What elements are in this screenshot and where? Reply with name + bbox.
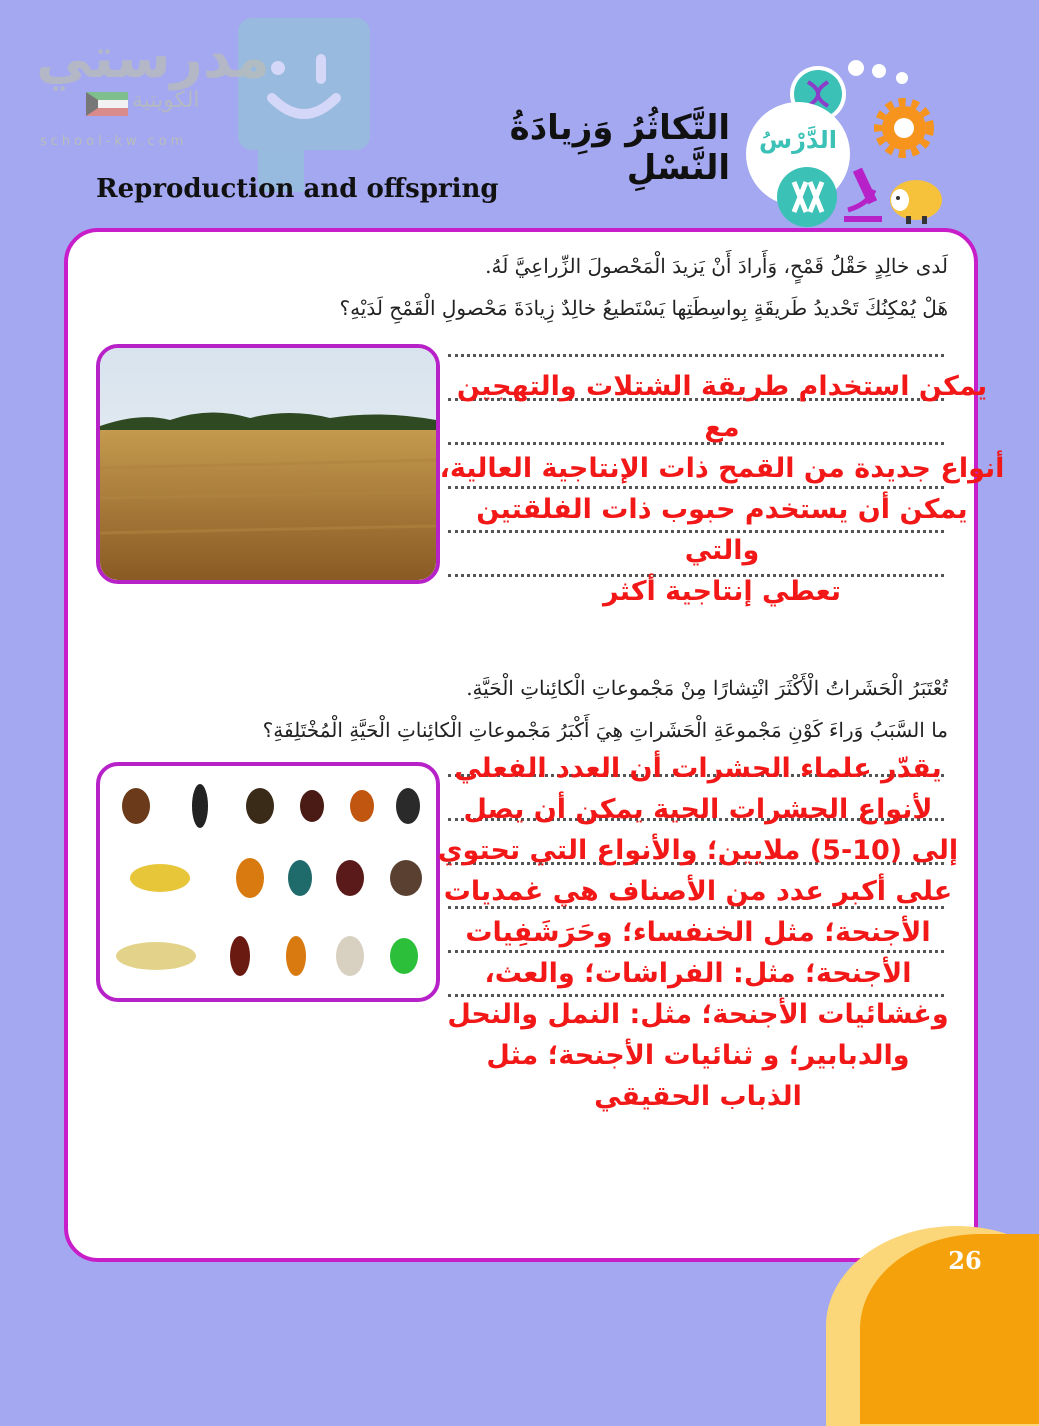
sheep-icon — [884, 176, 944, 224]
kuwait-flag-icon — [86, 92, 128, 116]
chromosome-icon — [776, 166, 838, 228]
page-number: 26 — [948, 1246, 982, 1275]
question1-line1: لَدى خالِدٍ حَقْلُ قَمْحٍ، وَأَرادَ أَنْ يَزيدَ الْمَحْصولَ الزِّراعِيَّ لَهُ. — [485, 254, 948, 278]
answer2-line: الذباب الحقيقي — [594, 1081, 802, 1113]
bubble-dot — [896, 72, 908, 84]
lesson-badge-label: الدَّرْسُ — [758, 126, 838, 154]
watermark-url: school-kw.com — [40, 134, 188, 149]
answer2 — [428, 748, 968, 1117]
answer2-line: يقدّر علماء الحشرات أن العدد الفعلي — [454, 753, 942, 784]
watermark-subtitle: الكويتية — [132, 88, 200, 113]
question2-line1: تُعْتَبَرُ الْحَشَراتُ الْأَكْثَرَ انْتِشارًا مِنْ مَجْموعاتِ الْكائِناتِ الْحَيَّةِ. — [466, 676, 948, 700]
answer2-line: على أكبر عدد من الأصناف هي غمديات — [443, 876, 953, 908]
question1-line2: هَلْ يُمْكِنُكَ تَحْديدُ طَريقَةٍ بِواسِطَتِها يَسْتَطيعُ خالِدٌ زِيادَةَ مَحْصولِ الْقَمْحِ لَدَيْهِ؟ — [339, 296, 948, 320]
insects-grid-icon — [100, 766, 436, 998]
bubble-dot — [848, 60, 864, 76]
question2-line2: ما السَّبَبُ وَراءَ كَوْنِ مَجْموعَةِ الْحَشَراتِ هِيَ أَكْبَرُ مَجْموعاتِ الْكائِناتِ الْحَيَّةِ الْمُخْتَلِفَةِ؟ — [262, 718, 948, 742]
gear-icon — [872, 96, 936, 160]
insects-image — [96, 762, 440, 1002]
wheat-field-icon — [100, 348, 436, 580]
answer-line — [448, 354, 944, 357]
answer2-line: الأجنحة؛ مثل الخنفساء؛ وحَرَشَفِيات — [465, 917, 931, 949]
answer1-line: يمكن أن يستخدم حبوب ذات الفلقتين والتي — [476, 494, 968, 567]
answer2-line: إلى (10-5) ملايين؛ والأنواع التي تحتوي — [437, 835, 959, 867]
answer1-line: تعطي إنتاجية أكثر — [603, 576, 841, 608]
microscope-icon — [838, 160, 888, 224]
lesson-title-english: Reproduction and offspring — [96, 174, 499, 204]
answer1 — [438, 366, 1006, 612]
watermark-title: مدرستي — [36, 26, 270, 91]
answer2-line: الأجنحة؛ مثل: الفراشات؛ والعث، — [484, 958, 912, 990]
wheat-field-image — [96, 344, 440, 584]
answer2-line: والدبابير؛ و ثنائيات الأجنحة؛ مثل — [486, 1040, 910, 1072]
bubble-dot — [872, 64, 886, 78]
answer2-line: وغشائيات الأجنحة؛ مثل: النمل والنحل — [447, 999, 949, 1031]
answer2-line: لأنواع الحشرات الحية يمكن أن يصل — [463, 794, 933, 826]
answer1-line: أنواع جديدة من القمح ذات الإنتاجية العالية، — [439, 453, 1005, 485]
answer1-line: يمكن استخدام طريقة الشتلات والتهجين مع — [456, 371, 988, 444]
lesson-title-arabic: التَّكاثُرُ وَزِيادَةُ النَّسْلِ — [509, 108, 730, 188]
